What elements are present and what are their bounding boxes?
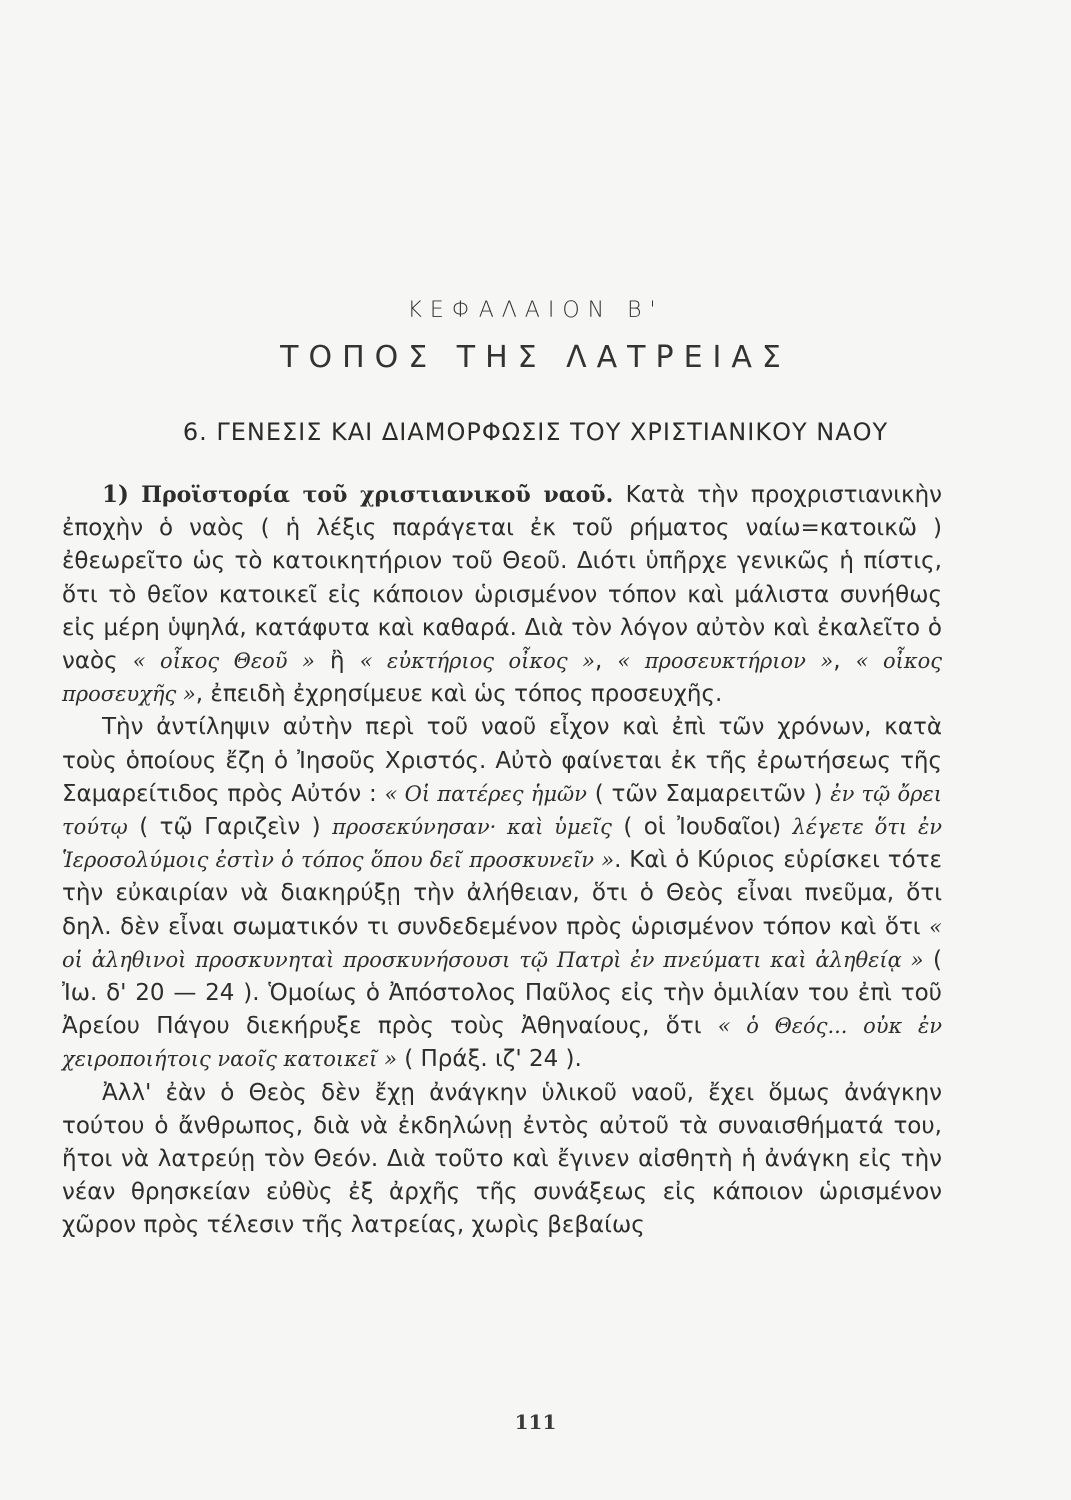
section-heading: 6. ΓΕΝΕΣΙΣ ΚΑΙ ΔΙΑΜΟΡΦΩΣΙΣ ΤΟΥ ΧΡΙΣΤΙΑΝΙΚΟΥ ΝΑΟΥ [182,418,889,446]
quotation: « οἱ ἀληθινοὶ προσκυνηταὶ προσκυνήσουσι τῷ Πατρὶ ἐν πνεύματι καὶ ἀληθείᾳ » [62,914,942,972]
text-run: ( οἱ Ἰουδαῖοι) [611,814,793,841]
text-run: ( τῷ Γαριζεὶν ) [127,814,333,841]
chapter-title: ΤΟΠΟΣ ΤΗΣ ΛΑΤΡΕΙΑΣ [280,340,791,375]
page-number: 111 [514,1410,557,1434]
quotation: « Οἱ πατέρες ἡμῶν [384,781,587,806]
body-text [62,478,942,1243]
quotation: « οἶκος Θεοῦ » [132,649,315,674]
subsection-number: 1) [102,481,129,508]
text-run: ( τῶν Σαμαρειτῶν ) [586,780,831,807]
text-run: Κατὰ τὴν προχριστιανικὴν ἐποχὴν ὁ ναὸς ( ἡ λέξις παράγεται ἐκ τοῦ ρήματος ναίω=κατοικῶ ) ἐθεωρεῖτο ὡς τὸ κατοικητήριον τοῦ Θεοῦ. Διότι ὑπῆρχε γενικῶς ἡ πίστις, ὅτι τὸ θεῖον κατοικεῖ εἰς κάποιον ὡρισμένον τόπον καὶ μάλιστα συνήθως εἰς μέρη ὑψηλά, κατάφυτα καὶ καθαρά. Διὰ τὸν λόγον αὐτὸν καὶ ἐκαλεῖτο ὁ ναὸς [62,482,943,675]
text-run: , ἐπειδὴ ἐχρησίμευε καὶ ὡς τόπος προσευχῆς. [195,681,723,708]
subsection-title: Προϊστορία τοῦ χριστιανικοῦ ναοῦ. [141,482,614,508]
quotation: « εὐκτήριος οἶκος » [359,649,595,674]
quotation: « προσευκτήριον » [617,649,834,674]
quotation: ἐν τῷ ὄρει τούτῳ [62,781,942,840]
quotation: προσεκύνησαν· καὶ ὑμεῖς [332,815,612,840]
chapter-label: ΚΕΦΑΛΑΙΟΝ Β' [407,298,664,323]
paragraph-2 [62,711,942,1076]
text-run: , [833,648,856,675]
text-run: ἢ [314,648,360,675]
text-run: , [594,648,618,675]
quotation: λέγετε ὅτι ἐν Ἱεροσολύμοις ἐστὶν ὁ τόπος ὅπου δεῖ προσκυνεῖν » [62,815,942,873]
text-run: ( Ἰω. δ' 20 — 24 ). Ὁμοίως ὁ Ἀπόστολος Παῦλος εἰς τὴν ὁμιλίαν του ἐπὶ τοῦ Ἀρείου Πάγου διεκήρυξε πρὸς τοὺς Ἀθηναίους, ὅτι [62,946,942,1040]
quotation: « ὁ Θεός... οὐκ ἐν χειροποιήτοις ναοῖς κατοικεῖ » [62,1014,943,1072]
quotation: « οἶκος προσευχῆς » [62,649,943,707]
text-run: ( Πράξ. ιζ' 24 ). [396,1046,582,1073]
paragraph-1 [62,478,942,711]
text-run: . Καὶ ὁ Κύριος εὑρίσκει τότε τὴν εὐκαιρίαν νὰ διακηρύξῃ τὴν ἀλήθειαν, ὅτι ὁ Θεὸς εἶναι πνεῦμα, ὅτι δηλ. δὲν εἶναι σωματικόν τι συνδεδεμένον πρὸς ὡρισμένον τόπον καὶ ὅτι [62,847,942,940]
text-run: Τὴν ἀντίληψιν αὐτὴν περὶ τοῦ ναοῦ εἶχον καὶ ἐπὶ τῶν χρόνων, κατὰ τοὺς ὁποίους ἔζη ὁ Ἰησοῦς Χριστός. Αὐτὸ φαίνεται ἐκ τῆς ἐρωτήσεως τῆς Σαμαρείτιδος πρὸς Αὐτόν : [62,714,942,807]
paragraph-3: Ἀλλ' ἐὰν ὁ Θεὸς δὲν ἔχῃ ἀνάγκην ὑλικοῦ ναοῦ, ἔχει ὅμως ἀνάγκην τούτου ὁ ἄνθρωπος, διὰ νὰ ἐκδηλώνῃ ἐντὸς αὐτοῦ τὰ συναισθήματά του, ἤτοι νὰ λατρεύῃ τὸν Θεόν. Διὰ τοῦτο καὶ ἔγινεν αἰσθητὴ ἡ ἀνάγκη εἰς τὴν νέαν θρησκείαν εὐθὺς ἐξ ἀρχῆς τῆς συνάξεως εἰς κάποιον ὡρισμένον χῶρον πρὸς τέλεσιν τῆς λατρείας, χωρὶς βεβαίως [62,1079,942,1239]
